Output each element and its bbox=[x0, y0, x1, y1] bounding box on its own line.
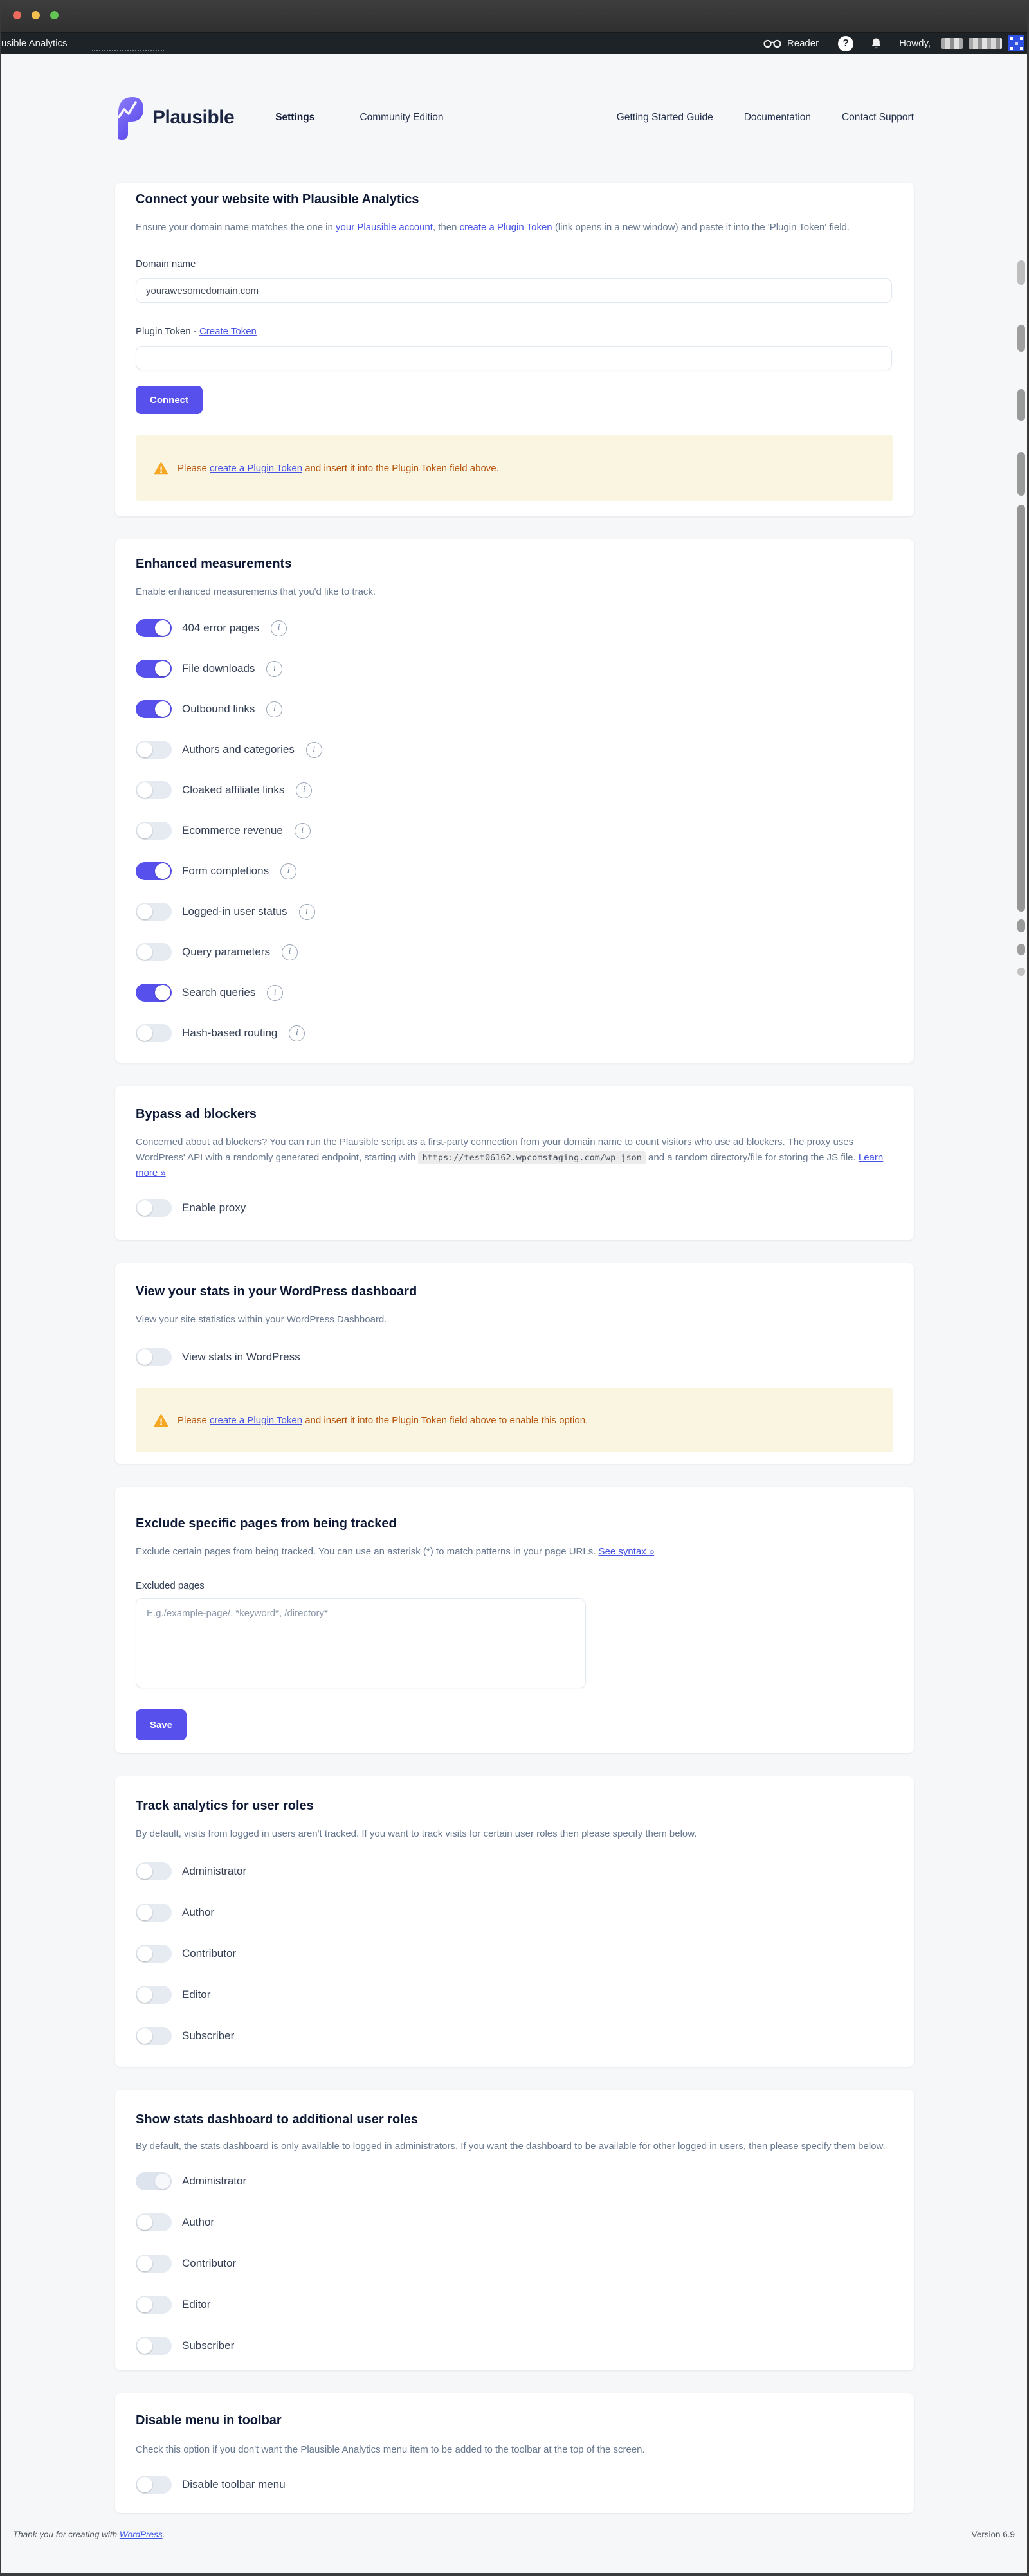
toggle-row-show-editor: Editor bbox=[136, 2296, 893, 2314]
create-token-link[interactable]: Create Token bbox=[199, 326, 257, 337]
save-button[interactable]: Save bbox=[136, 1709, 187, 1740]
wp-admin-footer bbox=[0, 2513, 1029, 2548]
minimize-window-button[interactable] bbox=[32, 11, 40, 19]
info-icon[interactable]: i bbox=[306, 742, 322, 758]
toggle-row-track-contributor: Contributor bbox=[136, 1945, 893, 1963]
toggle-track-administrator[interactable] bbox=[136, 1862, 172, 1880]
plausible-settings-page bbox=[0, 94, 1029, 2548]
toggle-authors-and-categories[interactable] bbox=[136, 741, 172, 759]
warning-create-token-link[interactable]: create a Plugin Token bbox=[210, 1414, 303, 1426]
toggle-row-cloaked-affiliate-links: Cloaked affiliate links i bbox=[136, 781, 893, 799]
learn-more-link[interactable]: Learn more » bbox=[136, 1152, 884, 1178]
info-icon[interactable]: i bbox=[295, 823, 311, 839]
toggle-show-contributor[interactable] bbox=[136, 2255, 172, 2273]
toggle-row-track-subscriber: Subscriber bbox=[136, 2027, 893, 2045]
close-window-button[interactable] bbox=[13, 11, 21, 19]
card-title: Exclude specific pages from being tracked bbox=[136, 1517, 397, 1531]
excluded-pages-label: Excluded pages bbox=[136, 1580, 205, 1591]
warning-triangle-icon bbox=[154, 462, 168, 475]
toggle-query-parameters[interactable] bbox=[136, 943, 172, 961]
info-icon[interactable]: i bbox=[271, 620, 287, 636]
redacted-username-block bbox=[941, 38, 963, 49]
nav-getting-started-guide[interactable]: Getting Started Guide bbox=[616, 112, 713, 123]
window-left-edge bbox=[0, 0, 1, 2576]
info-icon[interactable]: i bbox=[296, 782, 312, 798]
window-controls[interactable] bbox=[13, 11, 59, 19]
card-description: Ensure your domain name matches the one in your Plausible account, then create a Plugin Token (link opens in a new window) and paste it into the 'Plugin Token' field. bbox=[136, 222, 850, 233]
toggle-outbound-links[interactable] bbox=[136, 700, 172, 718]
footer-version: Version 6.9 bbox=[971, 2530, 1015, 2539]
toggle-logged-in-user-status[interactable] bbox=[136, 903, 172, 921]
toggle-row-disable-toolbar-menu: Disable toolbar menu bbox=[136, 2476, 893, 2494]
toggle-row-track-author: Author bbox=[136, 1904, 893, 1922]
scrollbar-thumb[interactable] bbox=[1017, 944, 1025, 955]
toggle-row-authors-and-categories: Authors and categories i bbox=[136, 741, 893, 759]
avatar[interactable] bbox=[1008, 35, 1024, 51]
nav-contact-support[interactable]: Contact Support bbox=[841, 112, 914, 123]
view-stats-card bbox=[115, 1263, 914, 1464]
toggle-ecommerce-revenue[interactable] bbox=[136, 822, 172, 840]
toggle-track-author[interactable] bbox=[136, 1904, 172, 1922]
toggle-row-search-queries: Search queries i bbox=[136, 984, 893, 1002]
toggle-row-show-contributor: Contributor bbox=[136, 2255, 893, 2273]
bypass-ad-blockers-card bbox=[115, 1086, 914, 1240]
card-description: Concerned about ad blockers? You can run the Plausible script as a first-party connection from your domain name to count visitors who use ad blockers. The proxy uses WordPress' API with a randomly generated endpoint, starting with https://test06162.wpcomstaging.com/wp-json and a random directory/file for storing the JS file. Learn more » bbox=[136, 1137, 884, 1178]
role-toggle-list bbox=[136, 2172, 893, 2355]
help-icon[interactable]: ? bbox=[838, 36, 853, 51]
macos-titlebar bbox=[0, 0, 1029, 33]
toggle-row-form-completions: Form completions i bbox=[136, 862, 893, 880]
toggle-row-track-administrator: Administrator bbox=[136, 1862, 893, 1880]
card-title: Bypass ad blockers bbox=[136, 1107, 257, 1121]
warning-create-token-link[interactable]: create a Plugin Token bbox=[210, 462, 303, 474]
toggle-cloaked-affiliate-links[interactable] bbox=[136, 781, 172, 799]
excluded-pages-textarea[interactable] bbox=[136, 1598, 586, 1688]
reader-label: Reader bbox=[787, 38, 819, 49]
info-icon[interactable]: i bbox=[289, 1025, 305, 1041]
info-icon[interactable]: i bbox=[266, 661, 282, 677]
window-bottom-edge bbox=[0, 2573, 1029, 2576]
nav-documentation[interactable]: Documentation bbox=[743, 112, 811, 123]
info-icon[interactable]: i bbox=[299, 904, 315, 920]
connect-card bbox=[115, 183, 914, 516]
toggle-form-completions[interactable] bbox=[136, 862, 172, 880]
brand-name: Plausible bbox=[152, 107, 235, 128]
plugin-token-label: Plugin Token - Create Token bbox=[136, 326, 257, 337]
proxy-endpoint-code: https://test06162.wpcomstaging.com/wp-json bbox=[418, 1151, 645, 1164]
disable-toolbar-menu-card bbox=[115, 2393, 914, 2513]
toggle-row-ecommerce-revenue: Ecommerce revenue i bbox=[136, 822, 893, 840]
card-title: Track analytics for user roles bbox=[136, 1799, 314, 1813]
toggle-show-administrator[interactable] bbox=[136, 2172, 172, 2190]
admin-bar-dotted-underline bbox=[92, 50, 164, 51]
toggle-row-logged-in-user-status: Logged-in user status i bbox=[136, 903, 893, 921]
wp-admin-bar bbox=[0, 33, 1029, 54]
scrollbar-thumb[interactable] bbox=[1017, 325, 1025, 352]
footer-thanks-text: Thank you for creating with WordPress. bbox=[13, 2530, 165, 2539]
toggle-row-file-downloads: File downloads i bbox=[136, 660, 893, 678]
card-title: Enhanced measurements bbox=[136, 557, 292, 571]
plugin-token-warning bbox=[136, 1388, 893, 1452]
zoom-window-button[interactable] bbox=[50, 11, 59, 19]
toggle-row-enable-proxy: Enable proxy bbox=[136, 1199, 893, 1217]
site-title[interactable]: usible Analytics bbox=[1, 38, 68, 49]
glasses-icon bbox=[763, 39, 781, 49]
toggle-row-hash-based-routing: Hash-based routing i bbox=[136, 1024, 893, 1042]
toggle-track-contributor[interactable] bbox=[136, 1945, 172, 1963]
enhanced-measurements-card bbox=[115, 539, 914, 1063]
info-icon[interactable]: i bbox=[266, 701, 282, 717]
toggle-row-query-parameters: Query parameters i bbox=[136, 943, 893, 961]
toggle-hash-based-routing[interactable] bbox=[136, 1024, 172, 1042]
warning-text: Please create a Plugin Token and insert it into the Plugin Token field above to enable this option. bbox=[178, 1414, 588, 1426]
connect-button[interactable]: Connect bbox=[136, 386, 203, 414]
show-stats-roles-card bbox=[115, 2090, 914, 2370]
toggle-disable-toolbar-menu[interactable] bbox=[136, 2476, 172, 2494]
tab-settings[interactable]: Settings bbox=[275, 112, 315, 123]
card-description: By default, visits from logged in users aren't tracked. If you want to track visits for certain user roles then please specify them below. bbox=[136, 1828, 697, 1839]
scrollbar-thumb[interactable] bbox=[1017, 505, 1025, 912]
info-icon[interactable]: i bbox=[282, 944, 298, 960]
plausible-account-link[interactable]: your Plausible account bbox=[336, 222, 433, 233]
track-user-roles-card bbox=[115, 1776, 914, 2067]
reader-menu-item[interactable] bbox=[763, 38, 819, 49]
scrollbar-thumb[interactable] bbox=[1017, 452, 1025, 496]
card-title: Disable menu in toolbar bbox=[136, 2413, 282, 2427]
toggle-show-author[interactable] bbox=[136, 2213, 172, 2231]
redacted-username-block bbox=[969, 38, 1002, 49]
toggle-row-track-editor: Editor bbox=[136, 1986, 893, 2004]
toggle-404-error-pages[interactable] bbox=[136, 619, 172, 637]
enhanced-toggle-list bbox=[136, 619, 893, 1042]
card-description: Check this option if you don't want the Plausible Analytics menu item to be added to the toolbar at the top of the screen. bbox=[136, 2444, 645, 2455]
notifications-bell-icon[interactable] bbox=[870, 37, 882, 50]
plausible-brand bbox=[115, 94, 234, 141]
warning-text: Please create a Plugin Token and insert it into the Plugin Token field above. bbox=[178, 462, 499, 474]
plugin-token-warning bbox=[136, 435, 893, 501]
info-icon[interactable]: i bbox=[267, 985, 283, 1001]
toggle-row-show-subscriber: Subscriber bbox=[136, 2337, 893, 2355]
toggle-search-queries[interactable] bbox=[136, 984, 172, 1002]
scrollbar-thumb[interactable] bbox=[1017, 389, 1025, 421]
toggle-enable-proxy[interactable] bbox=[136, 1199, 172, 1217]
toggle-show-subscriber[interactable] bbox=[136, 2337, 172, 2355]
card-title: Show stats dashboard to additional user roles bbox=[136, 2112, 418, 2127]
toggle-row-show-author: Author bbox=[136, 2213, 893, 2231]
toggle-file-downloads[interactable] bbox=[136, 660, 172, 678]
toggle-track-editor[interactable] bbox=[136, 1986, 172, 2004]
card-title: Connect your website with Plausible Analytics bbox=[136, 192, 419, 206]
card-description: Enable enhanced measurements that you'd like to track. bbox=[136, 586, 376, 597]
exclude-pages-card bbox=[115, 1487, 914, 1753]
card-description: By default, the stats dashboard is only available to logged in administrators. If you want the dashboard to be available for other logged in users, then please specify them below. bbox=[136, 2141, 886, 2152]
role-toggle-list bbox=[136, 1862, 893, 2045]
see-syntax-link[interactable]: See syntax » bbox=[598, 1546, 655, 1557]
card-title: View your stats in your WordPress dashboard bbox=[136, 1284, 417, 1299]
howdy-label[interactable]: Howdy, bbox=[899, 38, 931, 49]
domain-name-input[interactable] bbox=[136, 278, 892, 303]
scrollbar-thumb[interactable] bbox=[1017, 260, 1025, 285]
toggle-row-show-administrator: Administrator bbox=[136, 2172, 893, 2190]
toggle-show-editor[interactable] bbox=[136, 2296, 172, 2314]
plausible-logo-icon bbox=[115, 94, 143, 141]
toggle-row-outbound-links: Outbound links i bbox=[136, 700, 893, 718]
wordpress-link[interactable]: WordPress bbox=[119, 2530, 163, 2539]
tab-community-edition[interactable]: Community Edition bbox=[360, 112, 444, 123]
warning-triangle-icon bbox=[154, 1414, 168, 1427]
scrollbar-thumb[interactable] bbox=[1017, 968, 1025, 976]
plugin-token-input[interactable] bbox=[136, 346, 892, 370]
toggle-track-subscriber[interactable] bbox=[136, 2027, 172, 2045]
plugin-header bbox=[115, 94, 914, 141]
scrollbar-thumb[interactable] bbox=[1017, 919, 1025, 932]
domain-name-label: Domain name bbox=[136, 258, 196, 269]
create-plugin-token-link[interactable]: create a Plugin Token bbox=[459, 222, 552, 233]
toggle-row-404-error-pages: 404 error pages i bbox=[136, 619, 893, 637]
card-description: View your site statistics within your WordPress Dashboard. bbox=[136, 1314, 387, 1325]
toggle-view-stats-in-wordpress[interactable] bbox=[136, 1348, 172, 1366]
info-icon[interactable]: i bbox=[280, 863, 296, 879]
toggle-row-view-stats: View stats in WordPress bbox=[136, 1348, 893, 1366]
card-description: Exclude certain pages from being tracked. You can use an asterisk (*) to match patterns in your page URLs. See syntax » bbox=[136, 1546, 655, 1557]
